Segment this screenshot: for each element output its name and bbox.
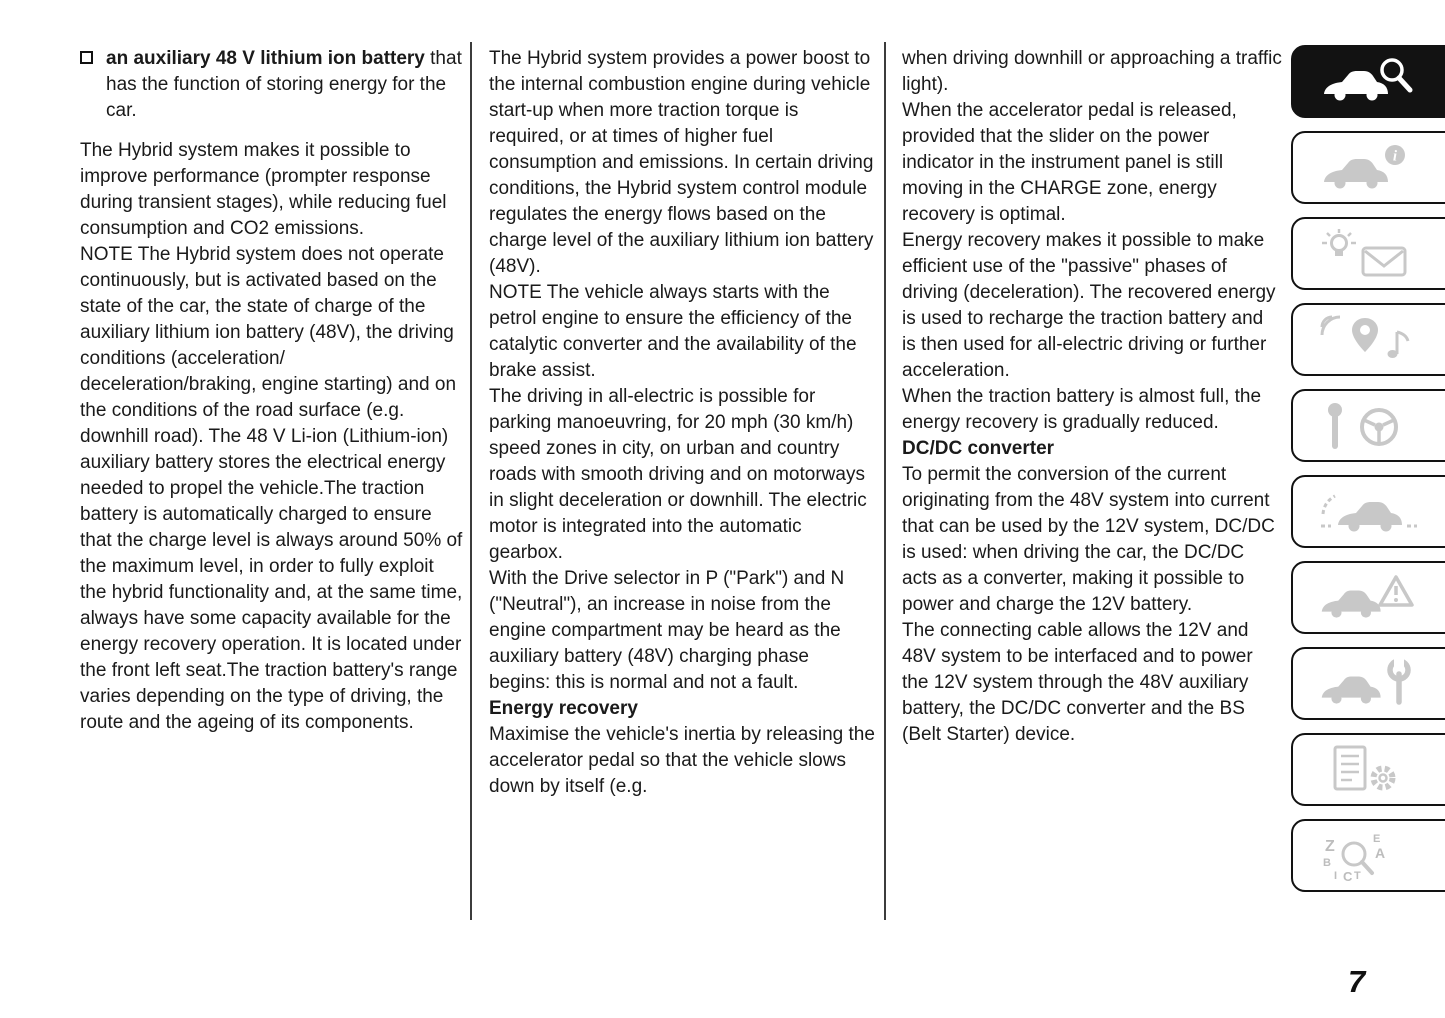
column-divider bbox=[470, 42, 472, 920]
paragraph: The connecting cable allows the 12V and 48V system to be interfaced and to power the 12V system through the 48V auxiliary battery, the DC/DC converter and the BS (Belt Starter) device. bbox=[902, 620, 1253, 745]
tab-starting-driving[interactable] bbox=[1291, 389, 1445, 462]
paragraph: The Hybrid system provides a power boost to the internal combustion engine during vehicle start-up when more traction torque is required, or at times of higher fuel consumption and emissions. In certain driving conditions, the Hybrid system control module regulates the energy flows based on the charge level of the auxiliary lithium ion battery (48V). bbox=[489, 48, 874, 277]
car-wrench-icon bbox=[1319, 658, 1419, 710]
alphabet-magnifier-icon bbox=[1319, 830, 1419, 882]
bullet-text bbox=[106, 46, 465, 124]
tab-emergency[interactable] bbox=[1291, 561, 1445, 634]
tab-vehicle-overview[interactable] bbox=[1291, 45, 1445, 118]
svg-text:A: A bbox=[1375, 844, 1386, 861]
svg-text:I: I bbox=[1334, 869, 1338, 882]
paragraph: The driving in all-electric is possible for parking manoeuvring, for 20 mph (30 km/h) speed zones in city, on urban and country roads with smooth driving and on motorways in slight deceleration or downhill. The electric motor is integrated into the automatic gearbox. bbox=[489, 386, 867, 563]
tab-technical-data[interactable] bbox=[1291, 733, 1445, 806]
paragraph: With the Drive selector in P ("Park") and N ("Neutral"), an increase in noise from the engine compartment may be heard as the auxiliary battery (48V) charging phase begins: this is normal and not a fault. bbox=[489, 568, 845, 693]
tab-safety[interactable] bbox=[1291, 475, 1445, 548]
svg-text:i: i bbox=[1392, 148, 1398, 164]
car-info-icon bbox=[1319, 142, 1419, 194]
bullet-bold-lead: an auxiliary 48 V lithium ion battery bbox=[106, 48, 425, 69]
paragraph: when driving downhill or approaching a traffic light). bbox=[902, 48, 1282, 95]
svg-text:Z: Z bbox=[1325, 837, 1335, 855]
paragraph: NOTE The Hybrid system does not operate continuously, but is activated based on the state of the car, the state of charge of the auxiliary lithium ion battery (48V), the driving conditions (acceleration/ deceleration/braking, engine starting) and on the conditions of the road surface (e.g. downhill road). The 48 V Li-ion (Lithium-ion) auxiliary battery stores the electrical energy needed to propel the vehicle.The traction battery is automatically charged to ensure that the charge level is always around 50% of the maximum level, in order to fully exploit the hybrid functionality and, at the same time, always have some capacity available for the energy recovery operation. It is located under the front left seat.The traction battery's range varies depending on the type of driving, the route and the ageing of its components. bbox=[80, 244, 463, 733]
car-warning-triangle-icon bbox=[1319, 572, 1419, 624]
tab-multimedia[interactable] bbox=[1291, 303, 1445, 376]
bullet-item bbox=[80, 46, 465, 124]
tab-warning-lights[interactable] bbox=[1291, 217, 1445, 290]
tab-index[interactable] bbox=[1291, 819, 1445, 892]
heading-dcdc-converter: DC/DC converter bbox=[902, 438, 1055, 459]
column-divider bbox=[884, 42, 886, 920]
paragraph: Energy recovery makes it possible to make efficient use of the "passive" phases of driving (deceleration). The recovered energy is used to recharge the traction battery and is then used for all-electric driving or further acceleration. bbox=[902, 230, 1276, 381]
svg-text:C: C bbox=[1343, 868, 1353, 882]
paragraph: When the accelerator pedal is released, provided that the slider on the power indicator in the instrument panel is still moving in the CHARGE zone, energy recovery is optimal. bbox=[902, 100, 1237, 225]
svg-text:B: B bbox=[1323, 856, 1331, 869]
paragraph: The Hybrid system makes it possible to improve performance (prompter response during transient stages), while reducing fuel consumption and CO2 emissions. bbox=[80, 140, 447, 239]
car-magnifier-icon bbox=[1319, 56, 1419, 108]
tab-instrument-panel[interactable] bbox=[1291, 131, 1445, 204]
page-number: 7 bbox=[1348, 964, 1366, 999]
svg-text:E: E bbox=[1373, 832, 1381, 845]
paragraph: To permit the conversion of the current originating from the 48V system into current that can be used by the 12V system, DC/DC is used: when driving the car, the DC/DC acts as a converter, making it possible to power and charge the 12V battery. bbox=[902, 464, 1275, 615]
heading-energy-recovery: Energy recovery bbox=[489, 698, 638, 719]
car-driver-assist-icon bbox=[1319, 486, 1419, 538]
column-1 bbox=[80, 46, 465, 736]
tab-servicing[interactable] bbox=[1291, 647, 1445, 720]
navigation-multimedia-icon bbox=[1319, 314, 1419, 366]
document-gear-icon bbox=[1319, 744, 1419, 796]
column-3 bbox=[902, 46, 1282, 748]
warning-light-message-icon bbox=[1319, 228, 1419, 280]
paragraph: NOTE The vehicle always starts with the petrol engine to ensure the efficiency of the catalytic converter and the availability of the brake assist. bbox=[489, 282, 857, 381]
bullet-rest: that has the function of storing energy for the car. bbox=[106, 48, 462, 121]
checkbox-bullet-icon bbox=[80, 51, 93, 64]
svg-text:T: T bbox=[1354, 869, 1361, 882]
gear-lever-steering-wheel-icon bbox=[1319, 400, 1419, 452]
paragraph: When the traction battery is almost full, the energy recovery is gradually reduced. bbox=[902, 386, 1262, 433]
column-2 bbox=[489, 46, 875, 800]
paragraph: Maximise the vehicle's inertia by releasing the accelerator pedal so that the vehicle slows down by itself (e.g. bbox=[489, 724, 875, 797]
